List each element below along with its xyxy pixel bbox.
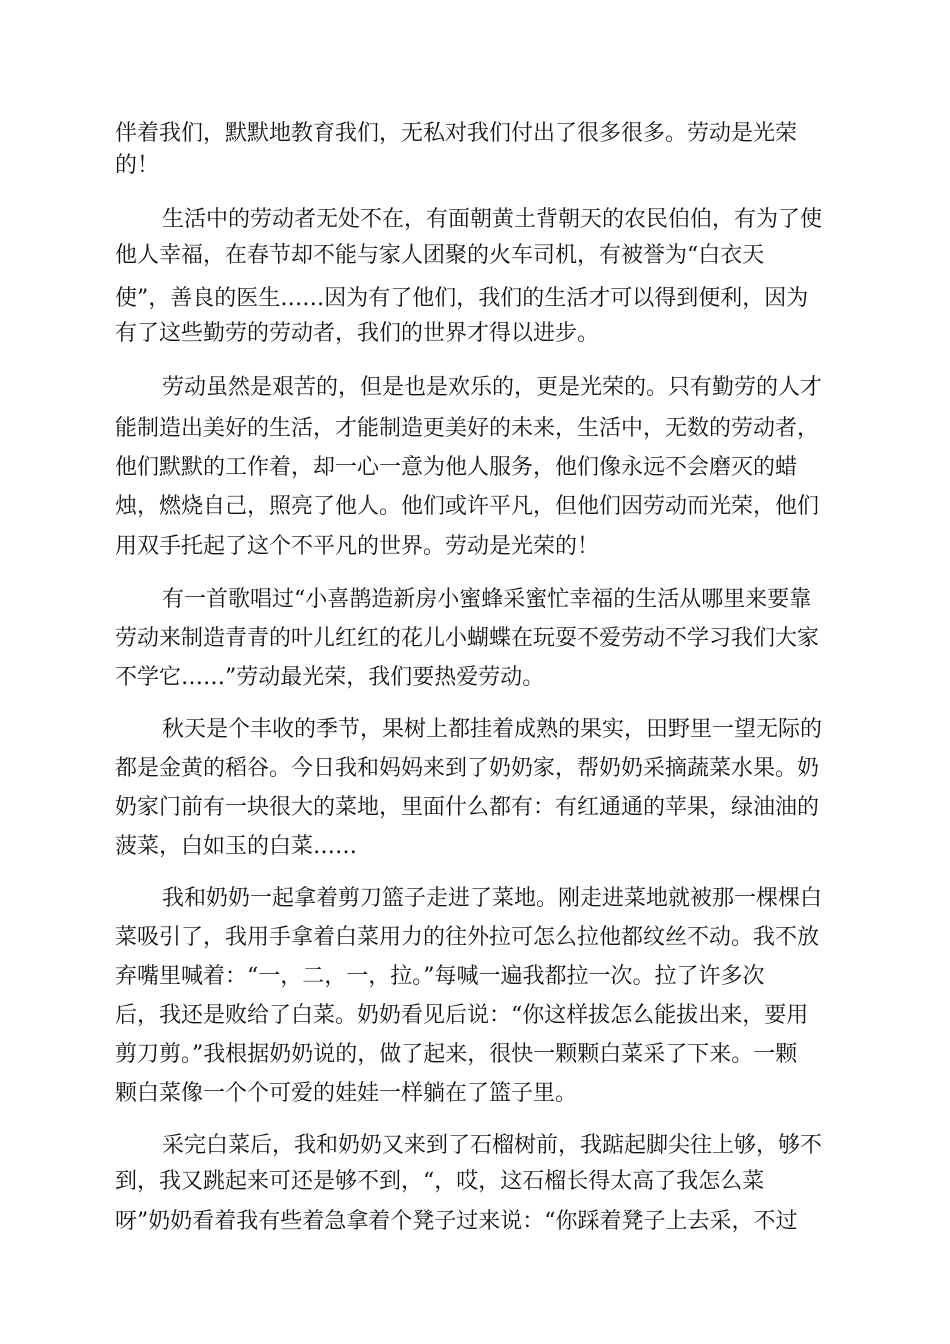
text-line: 都是金黄的稻谷。今日我和妈妈来到了奶奶家，帮奶奶采摘蔬菜水果。奶 xyxy=(115,756,820,781)
text-line: 菠菜，白如玉的白菜…… xyxy=(115,834,358,859)
text-line: 弃嘴里喊着：“一，二，一，拉。”每喊一遍我都拉一次。拉了许多次 xyxy=(115,964,765,989)
text-line: 生活中的劳动者无处不在，有面朝黄土背朝天的农民伯伯，有为了使 xyxy=(162,207,823,232)
text-line: 菜吸引了，我用手拿着白菜用力的往外拉可怎么拉他都纹丝不动。我不放 xyxy=(115,925,820,950)
text-line: 到，我又跳起来可还是够不到，“，哎，这石榴长得太高了我怎么菜 xyxy=(115,1169,765,1194)
text-line: 有了这些勤劳的劳动者，我们的世界才得以进步。 xyxy=(115,321,600,346)
text-line: 颗白菜像一个个可爱的娃娃一样躺在了篮子里。 xyxy=(115,1081,578,1106)
text-line: 使”，善良的医生……因为有了他们，我们的生活才可以得到便利，因为 xyxy=(115,286,809,311)
text-line: 劳动虽然是艰苦的，但是也是欢乐的，更是光荣的。只有勤劳的人才 xyxy=(162,375,823,400)
text-line: 劳动来制造青青的叶儿红红的花儿小蝴蝶在玩耍不爱劳动不学习我们大家 xyxy=(115,626,820,651)
text-line: 奶家门前有一块很大的菜地，里面什么都有：有红通通的苹果，绿油油的 xyxy=(115,795,820,820)
text-line: 他们默默的工作着，却一心一意为他人服务，他们像永远不会磨灭的蜡 xyxy=(115,455,798,480)
text-line: 呀”奶奶看着我有些着急拿着个凳子过来说：“你踩着凳子上去采，不过 xyxy=(115,1209,798,1234)
text-line: 用双手托起了这个不平凡的世界。劳动是光荣的！ xyxy=(115,534,600,559)
text-line: 采完白菜后，我和奶奶又来到了石榴树前，我踮起脚尖往上够，够不 xyxy=(162,1133,823,1158)
text-line: 秋天是个丰收的季节，果树上都挂着成熟的果实，田野里一望无际的 xyxy=(162,717,823,742)
text-line: 有一首歌唱过“小喜鹊造新房小蜜蜂采蜜忙幸福的生活从哪里来要靠 xyxy=(162,587,812,612)
text-line: 能制造出美好的生活，才能制造更美好的未来，生活中，无数的劳动者， xyxy=(115,416,820,441)
text-line: 我和奶奶一起拿着剪刀篮子走进了菜地。刚走进菜地就被那一棵棵白 xyxy=(162,886,823,911)
text-line: 的！ xyxy=(115,153,160,178)
text-line: 后，我还是败给了白菜。奶奶看见后说：“你这样拔怎么能拔出来，要用 xyxy=(115,1003,809,1028)
text-line: 他人幸福，在春节却不能与家人团聚的火车司机，有被誉为“白衣天 xyxy=(115,243,765,268)
text-line: 烛，燃烧自己，照亮了他人。他们或许平凡，但他们因劳动而光荣，他们 xyxy=(115,494,820,519)
text-line: 伴着我们，默默地教育我们，无私对我们付出了很多很多。劳动是光荣 xyxy=(115,121,798,146)
text-line: 剪刀剪。”我根据奶奶说的，做了起来，很快一颗颗白菜采了下来。一颗 xyxy=(115,1042,798,1067)
text-line: 不学它……”劳动最光荣，我们要热爱劳动。 xyxy=(115,665,545,690)
